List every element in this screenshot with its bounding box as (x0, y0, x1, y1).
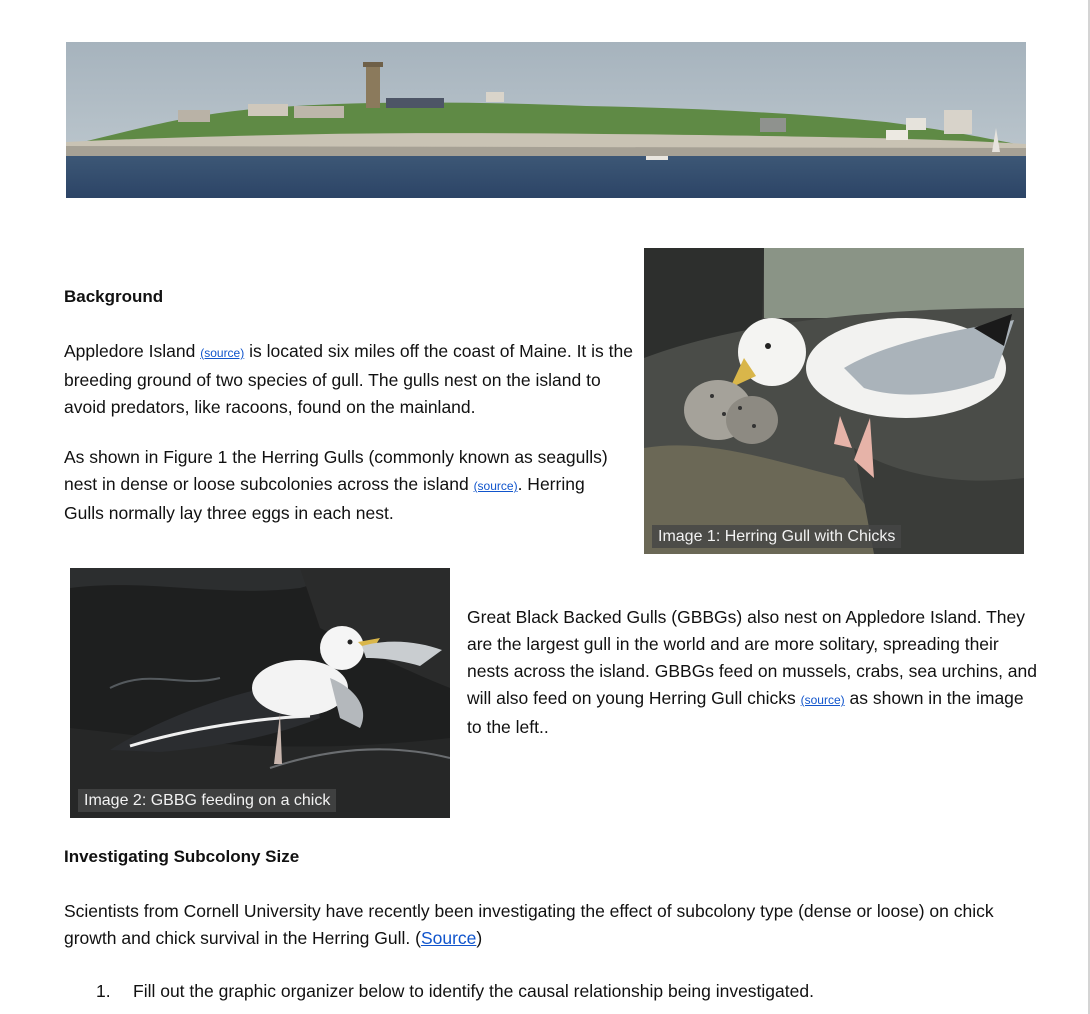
investigating-paragraph (64, 898, 1039, 952)
source-link-appledore[interactable]: (source) (200, 346, 245, 360)
investigating-text-b: ) (476, 928, 483, 948)
source-link-cornell[interactable]: Source (420, 928, 477, 948)
image-2-caption: Image 2: GBBG feeding on a chick (78, 789, 336, 812)
island-banner-image (66, 42, 1026, 198)
background-paragraph-1 (64, 338, 634, 421)
background-p2-text-b: . Herring Gulls normally lay three eggs in each nest. (64, 474, 585, 523)
gbbg-paragraph (467, 604, 1037, 741)
investigating-text-a: Scientists from Cornell University have recently been investigating the effect of subcolony type (dense or loose) on chick growth and chick survival in the Herring Gull. ( (64, 901, 994, 948)
list-item (96, 978, 996, 1005)
island-landscape-photo-icon (66, 42, 1026, 198)
list-item-text: Fill out the graphic organizer below to identify the causal relationship being investigated. (133, 981, 814, 1001)
source-link-subcolonies[interactable]: (source) (473, 479, 518, 493)
background-p2-text-a: As shown in Figure 1 the Herring Gulls (commonly known as seagulls) nest in dense or loose subcolonies across the island (64, 447, 608, 494)
background-paragraph-2 (64, 444, 609, 527)
image-1-caption: Image 1: Herring Gull with Chicks (652, 525, 901, 548)
gbbg-text-a: Great Black Backed Gulls (GBBGs) also nest on Appledore Island. They are the largest gull in the world and are more solitary, spreading their nests across the island. GBBGs feed on mussels, crabs, sea urchins, and will also feed on young Herring Gull chicks (467, 607, 1037, 708)
herring-gull-image (644, 248, 1024, 554)
background-p1-text-a: Appledore Island (64, 341, 201, 361)
herring-gull-photo-icon (644, 248, 1024, 554)
gbbg-photo-icon (70, 568, 450, 818)
gbbg-image (70, 568, 450, 818)
investigating-heading: Investigating Subcolony Size (64, 847, 300, 866)
background-p1-text-b: is located six miles off the coast of Maine. It is the breeding ground of two species of gull. The gulls nest on the island to avoid predators, like racoons, found on the mainland. (64, 341, 633, 417)
gbbg-text-b: as shown in the image to the left.. (467, 688, 1024, 737)
background-heading: Background (64, 287, 164, 306)
list-item-number: 1. (96, 981, 111, 1001)
source-link-gbbg[interactable]: (source) (800, 693, 845, 707)
